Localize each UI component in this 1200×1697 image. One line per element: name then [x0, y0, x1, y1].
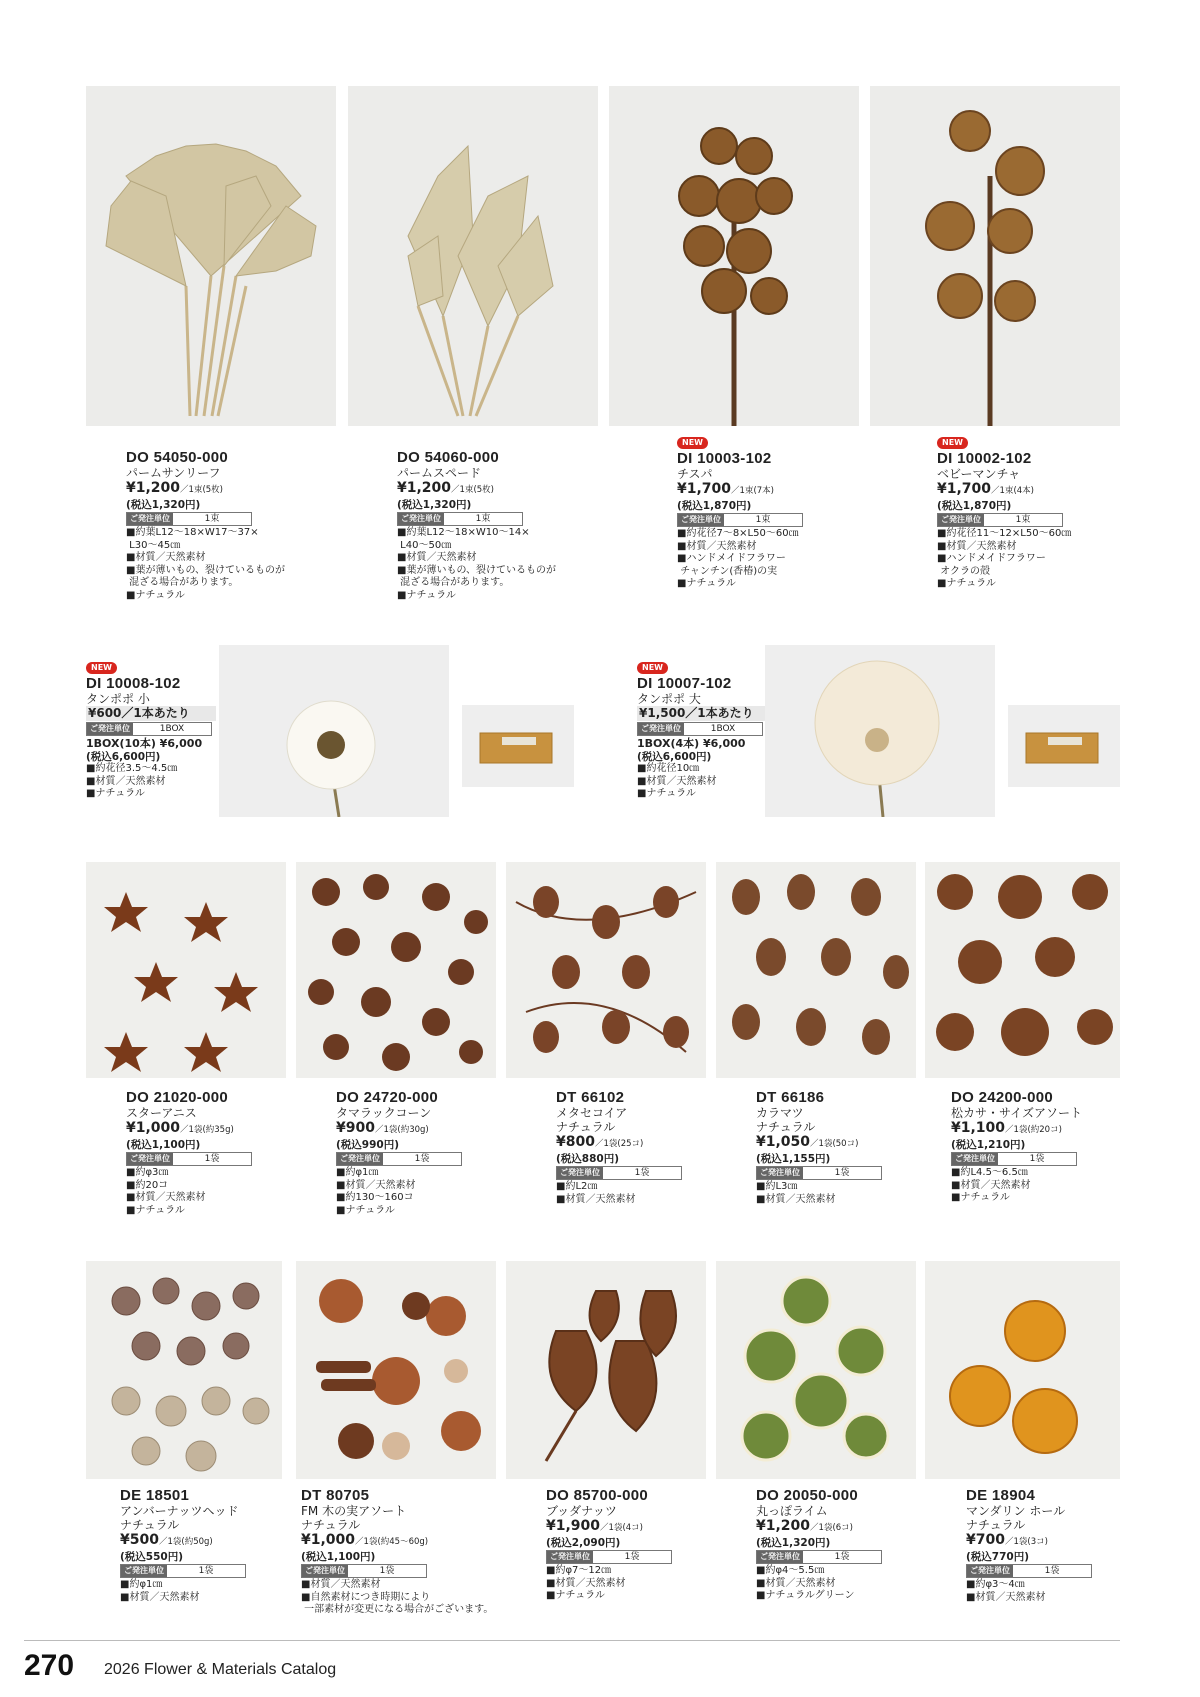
product-code: DI 10003-102	[677, 450, 772, 467]
tax-included-price: (税込1,320円)	[126, 499, 201, 511]
spec-line: ■ ナチュラル	[126, 1205, 286, 1218]
spec-line: ■ 材質／天然素材	[637, 776, 767, 789]
tax-included-price: (税込1,870円)	[677, 500, 752, 512]
product-name: パームスペード	[397, 466, 482, 480]
product-code: DE 18501	[120, 1487, 190, 1504]
product-card-dt66186	[756, 1089, 906, 1206]
tax-included-price: (税込1,870円)	[937, 500, 1012, 512]
spec-line: ■ 約L2㎝	[556, 1181, 706, 1194]
spec-line: ■ ハンドメイドフラワー チャンチン(香椿)の実	[677, 553, 877, 578]
spec-line: ■ 約葉L12～18×W10～14× L40～50㎝	[397, 527, 607, 552]
product-card-do20050	[756, 1487, 916, 1603]
product-card-di10002	[937, 436, 1137, 591]
product-code: DE 18904	[966, 1487, 1036, 1504]
spec-line: ■ 約L3㎝	[756, 1181, 906, 1194]
spec-line: ■ 約花径10㎝	[637, 763, 767, 776]
product-price: ¥1,700／1束(4本)	[937, 481, 1034, 497]
product-name: カラマツ ナチュラル	[756, 1106, 816, 1134]
product-price: ¥1,700／1束(7本)	[677, 481, 774, 497]
product-name: 丸っぽライム	[756, 1504, 828, 1518]
product-card-di10007	[637, 661, 767, 801]
spec-line: ■ ナチュラル	[397, 590, 607, 603]
spec-line: ■ ナチュラル	[937, 578, 1137, 591]
product-price: ¥1,100／1袋(約20コ)	[951, 1120, 1062, 1136]
product-card-do54060	[397, 449, 607, 602]
spec-line: ■ 材質／天然素材	[126, 552, 336, 565]
order-unit-box: ご発注単位 1袋	[756, 1550, 882, 1564]
spec-line: ■ 材質／天然素材	[756, 1578, 916, 1591]
spec-line: ■ ハンドメイドフラワー オクラの殻	[937, 553, 1137, 578]
product-name: パームサンリーフ	[126, 466, 221, 480]
spec-line: ■ 材質／天然素材	[336, 1180, 496, 1193]
product-card-do24720	[336, 1089, 496, 1217]
spec-line: ■ ナチュラルグリーン	[756, 1590, 916, 1603]
product-code: DO 54050-000	[126, 449, 229, 466]
product-card-de18501	[120, 1487, 285, 1604]
photo-chispa	[609, 86, 859, 426]
product-code: DT 66102	[556, 1089, 625, 1106]
product-code: DO 21020-000	[126, 1089, 229, 1106]
spec-line: ■ 葉が薄いもの、裂けているものが 混ざる場合があります。	[397, 565, 607, 590]
product-name: チスパ	[677, 467, 713, 481]
product-price: ¥1,000／1袋(約35g)	[126, 1120, 234, 1136]
tax-included-price: (税込1,320円)	[397, 499, 472, 511]
order-unit-box: ご発注単位 1袋	[966, 1564, 1092, 1578]
spec-line: ■ 約φ1㎝	[336, 1167, 496, 1180]
photo-palm-sun-leaf	[86, 86, 336, 426]
spec-line: ■ 自然素材につき時期により 一部素材が変更になる場合がございます。	[301, 1592, 521, 1617]
spec-line: ■ ナチュラル	[546, 1590, 706, 1603]
photo-metasequoia	[506, 862, 706, 1078]
tax-included-price: (税込1,100円)	[126, 1139, 201, 1151]
photo-dandelion-small	[219, 645, 449, 817]
spec-line: ■ 材質／天然素材	[301, 1579, 521, 1592]
product-price: ¥1,200／1束(5枚)	[126, 480, 223, 496]
photo-dandelion-large-box	[1008, 705, 1120, 787]
product-card-di10008	[86, 661, 216, 801]
product-name: アンバーナッツヘッド ナチュラル	[120, 1504, 239, 1532]
product-name: スターアニス	[126, 1106, 197, 1120]
spec-line: ■ 材質／天然素材	[677, 541, 877, 554]
spec-line: ■ 約花径11～12×L50～60㎝	[937, 528, 1137, 541]
per-unit-price: ¥1,500／1本あたり	[637, 706, 767, 721]
new-badge: NEW	[677, 437, 708, 449]
product-name: ブッダナッツ	[546, 1504, 617, 1518]
product-code: DO 24200-000	[951, 1089, 1054, 1106]
photo-star-anise	[86, 862, 286, 1078]
spec-line: ■ 約130～160コ	[336, 1192, 496, 1205]
spec-line: ■ 材質／天然素材	[120, 1592, 285, 1605]
tax-included-price: (税込550円)	[120, 1551, 184, 1563]
product-name: タンポポ 小	[86, 692, 150, 706]
spec-line: ■ 材質／天然素材	[546, 1578, 706, 1591]
product-code: DO 20050-000	[756, 1487, 859, 1504]
photo-larch-cone	[716, 862, 916, 1078]
product-code: DI 10002-102	[937, 450, 1032, 467]
spec-line: ■ 材質／天然素材	[397, 552, 607, 565]
spec-line: ■ 材質／天然素材	[966, 1592, 1120, 1605]
order-unit-box: ご発注単位 1袋	[951, 1152, 1077, 1166]
tax-included-price: (税込990円)	[336, 1139, 400, 1151]
spec-line: ■ 約φ4～5.5㎝	[756, 1565, 916, 1578]
order-unit-box: ご発注単位 1束	[937, 513, 1063, 527]
order-unit-box: ご発注単位 1BOX	[637, 722, 763, 736]
photo-buddha-nut	[506, 1261, 706, 1479]
spec-line: ■ ナチュラル	[637, 788, 767, 801]
photo-fm-nut-assort	[296, 1261, 496, 1479]
photo-amber-nut-head	[86, 1261, 282, 1479]
product-card-do85700	[546, 1487, 706, 1603]
spec-line: ■ ナチュラル	[951, 1192, 1120, 1205]
spec-line: ■ 葉が薄いもの、裂けているものが 混ざる場合があります。	[126, 565, 336, 590]
product-price: ¥900／1袋(約30g)	[336, 1120, 429, 1136]
new-badge: NEW	[86, 662, 117, 674]
order-unit-box: ご発注単位 1BOX	[86, 722, 212, 736]
product-name: FM 木の実アソート ナチュラル	[301, 1504, 407, 1532]
tax-included-price: (税込880円)	[556, 1153, 620, 1165]
product-code: DI 10007-102	[637, 675, 732, 692]
box-price: 1BOX(4本) ¥6,000	[637, 737, 746, 750]
photo-round-lime	[716, 1261, 916, 1479]
order-unit-box: ご発注単位 1束	[397, 512, 523, 526]
product-card-do24200	[951, 1089, 1120, 1205]
product-code: DT 66186	[756, 1089, 825, 1106]
photo-palm-spade	[348, 86, 598, 426]
footer-divider	[24, 1640, 1120, 1641]
page-number: 270	[24, 1649, 75, 1682]
tax-included-price: (税込1,100円)	[301, 1551, 376, 1563]
tax-included-price: (税込770円)	[966, 1551, 1030, 1563]
order-unit-box: ご発注単位 1束	[126, 512, 252, 526]
product-code: DT 80705	[301, 1487, 370, 1504]
order-unit-box: ご発注単位 1袋	[301, 1564, 427, 1578]
new-badge: NEW	[937, 437, 968, 449]
order-unit-box: ご発注単位 1袋	[556, 1166, 682, 1180]
product-code: DI 10008-102	[86, 675, 181, 692]
product-price: ¥700／1袋(3コ)	[966, 1532, 1048, 1548]
spec-line: ■ 約花径7～8×L50～60㎝	[677, 528, 877, 541]
spec-line: ■ 材質／天然素材	[556, 1194, 706, 1207]
spec-line: ■ 材質／天然素材	[126, 1192, 286, 1205]
spec-line: ■ 材質／天然素材	[951, 1180, 1120, 1193]
spec-line: ■ 約φ1㎝	[120, 1579, 285, 1592]
product-price: ¥1,900／1袋(4コ)	[546, 1518, 643, 1534]
spec-line: ■ 材質／天然素材	[937, 541, 1137, 554]
product-card-do21020	[126, 1089, 286, 1217]
new-badge: NEW	[637, 662, 668, 674]
photo-pine-cone-assort	[925, 862, 1120, 1078]
product-card-dt80705	[301, 1487, 521, 1617]
product-name: タマラックコーン	[336, 1106, 432, 1120]
spec-line: ■ 約φ3～4㎝	[966, 1579, 1120, 1592]
order-unit-box: ご発注単位 1袋	[336, 1152, 462, 1166]
product-card-dt66102	[556, 1089, 706, 1206]
photo-tamarack-cone	[296, 862, 496, 1078]
tax-included-price: (税込1,320円)	[756, 1537, 831, 1549]
photo-dandelion-small-box	[462, 705, 574, 787]
spec-line: ■ ナチュラル	[126, 590, 336, 603]
tax-included-price: (税込1,210円)	[951, 1139, 1026, 1151]
photo-dandelion-large	[765, 645, 995, 817]
product-price: ¥1,200／1束(5枚)	[397, 480, 494, 496]
spec-line: ■ 約葉L12～18×W17～37× L30～45㎝	[126, 527, 336, 552]
tax-included-price: (税込6,600円)	[637, 751, 712, 763]
product-card-de18904	[966, 1487, 1120, 1604]
tax-included-price: (税込2,090円)	[546, 1537, 621, 1549]
box-price: 1BOX(10本) ¥6,000	[86, 737, 203, 750]
spec-line: ■ 約φ3㎝	[126, 1167, 286, 1180]
spec-line: ■ 材質／天然素材	[756, 1194, 906, 1207]
spec-line: ■ 約L4.5～6.5㎝	[951, 1167, 1120, 1180]
order-unit-box: ご発注単位 1袋	[756, 1166, 882, 1180]
spec-line: ■ ナチュラル	[86, 788, 216, 801]
order-unit-box: ご発注単位 1束	[677, 513, 803, 527]
product-name: マンダリン ホール ナチュラル	[966, 1504, 1066, 1532]
order-unit-box: ご発注単位 1袋	[126, 1152, 252, 1166]
photo-baby-mancha	[870, 86, 1120, 426]
spec-line: ■ ナチュラル	[677, 578, 877, 591]
product-price: ¥500／1袋(約50g)	[120, 1532, 213, 1548]
order-unit-box: ご発注単位 1袋	[120, 1564, 246, 1578]
product-name: 松カサ・サイズアソート	[951, 1106, 1083, 1120]
tax-included-price: (税込1,155円)	[756, 1153, 831, 1165]
product-price: ¥800／1袋(25コ)	[556, 1134, 644, 1150]
product-price: ¥1,200／1袋(6コ)	[756, 1518, 853, 1534]
spec-line: ■ 約花径3.5～4.5㎝	[86, 763, 216, 776]
product-name: タンポポ 大	[637, 692, 701, 706]
tax-included-price: (税込6,600円)	[86, 751, 161, 763]
product-code: DO 85700-000	[546, 1487, 649, 1504]
product-price: ¥1,000／1袋(約45～60g)	[301, 1532, 429, 1548]
product-name: ベビーマンチャ	[937, 467, 1021, 481]
spec-line: ■ ナチュラル	[336, 1205, 496, 1218]
spec-line: ■ 約φ7～12㎝	[546, 1565, 706, 1578]
product-code: DO 54060-000	[397, 449, 500, 466]
photo-mandarin-whole	[925, 1261, 1120, 1479]
order-unit-box: ご発注単位 1袋	[546, 1550, 672, 1564]
catalog-title: 2026 Flower & Materials Catalog	[104, 1661, 337, 1678]
spec-line: ■ 材質／天然素材	[86, 776, 216, 789]
spec-line: ■ 約20コ	[126, 1180, 286, 1193]
product-price: ¥1,050／1袋(50コ)	[756, 1134, 859, 1150]
per-unit-price: ¥600／1本あたり	[86, 706, 216, 721]
product-name: メタセコイア ナチュラル	[556, 1106, 628, 1134]
product-card-do54050	[126, 449, 336, 602]
product-card-di10003	[677, 436, 877, 591]
product-code: DO 24720-000	[336, 1089, 439, 1106]
